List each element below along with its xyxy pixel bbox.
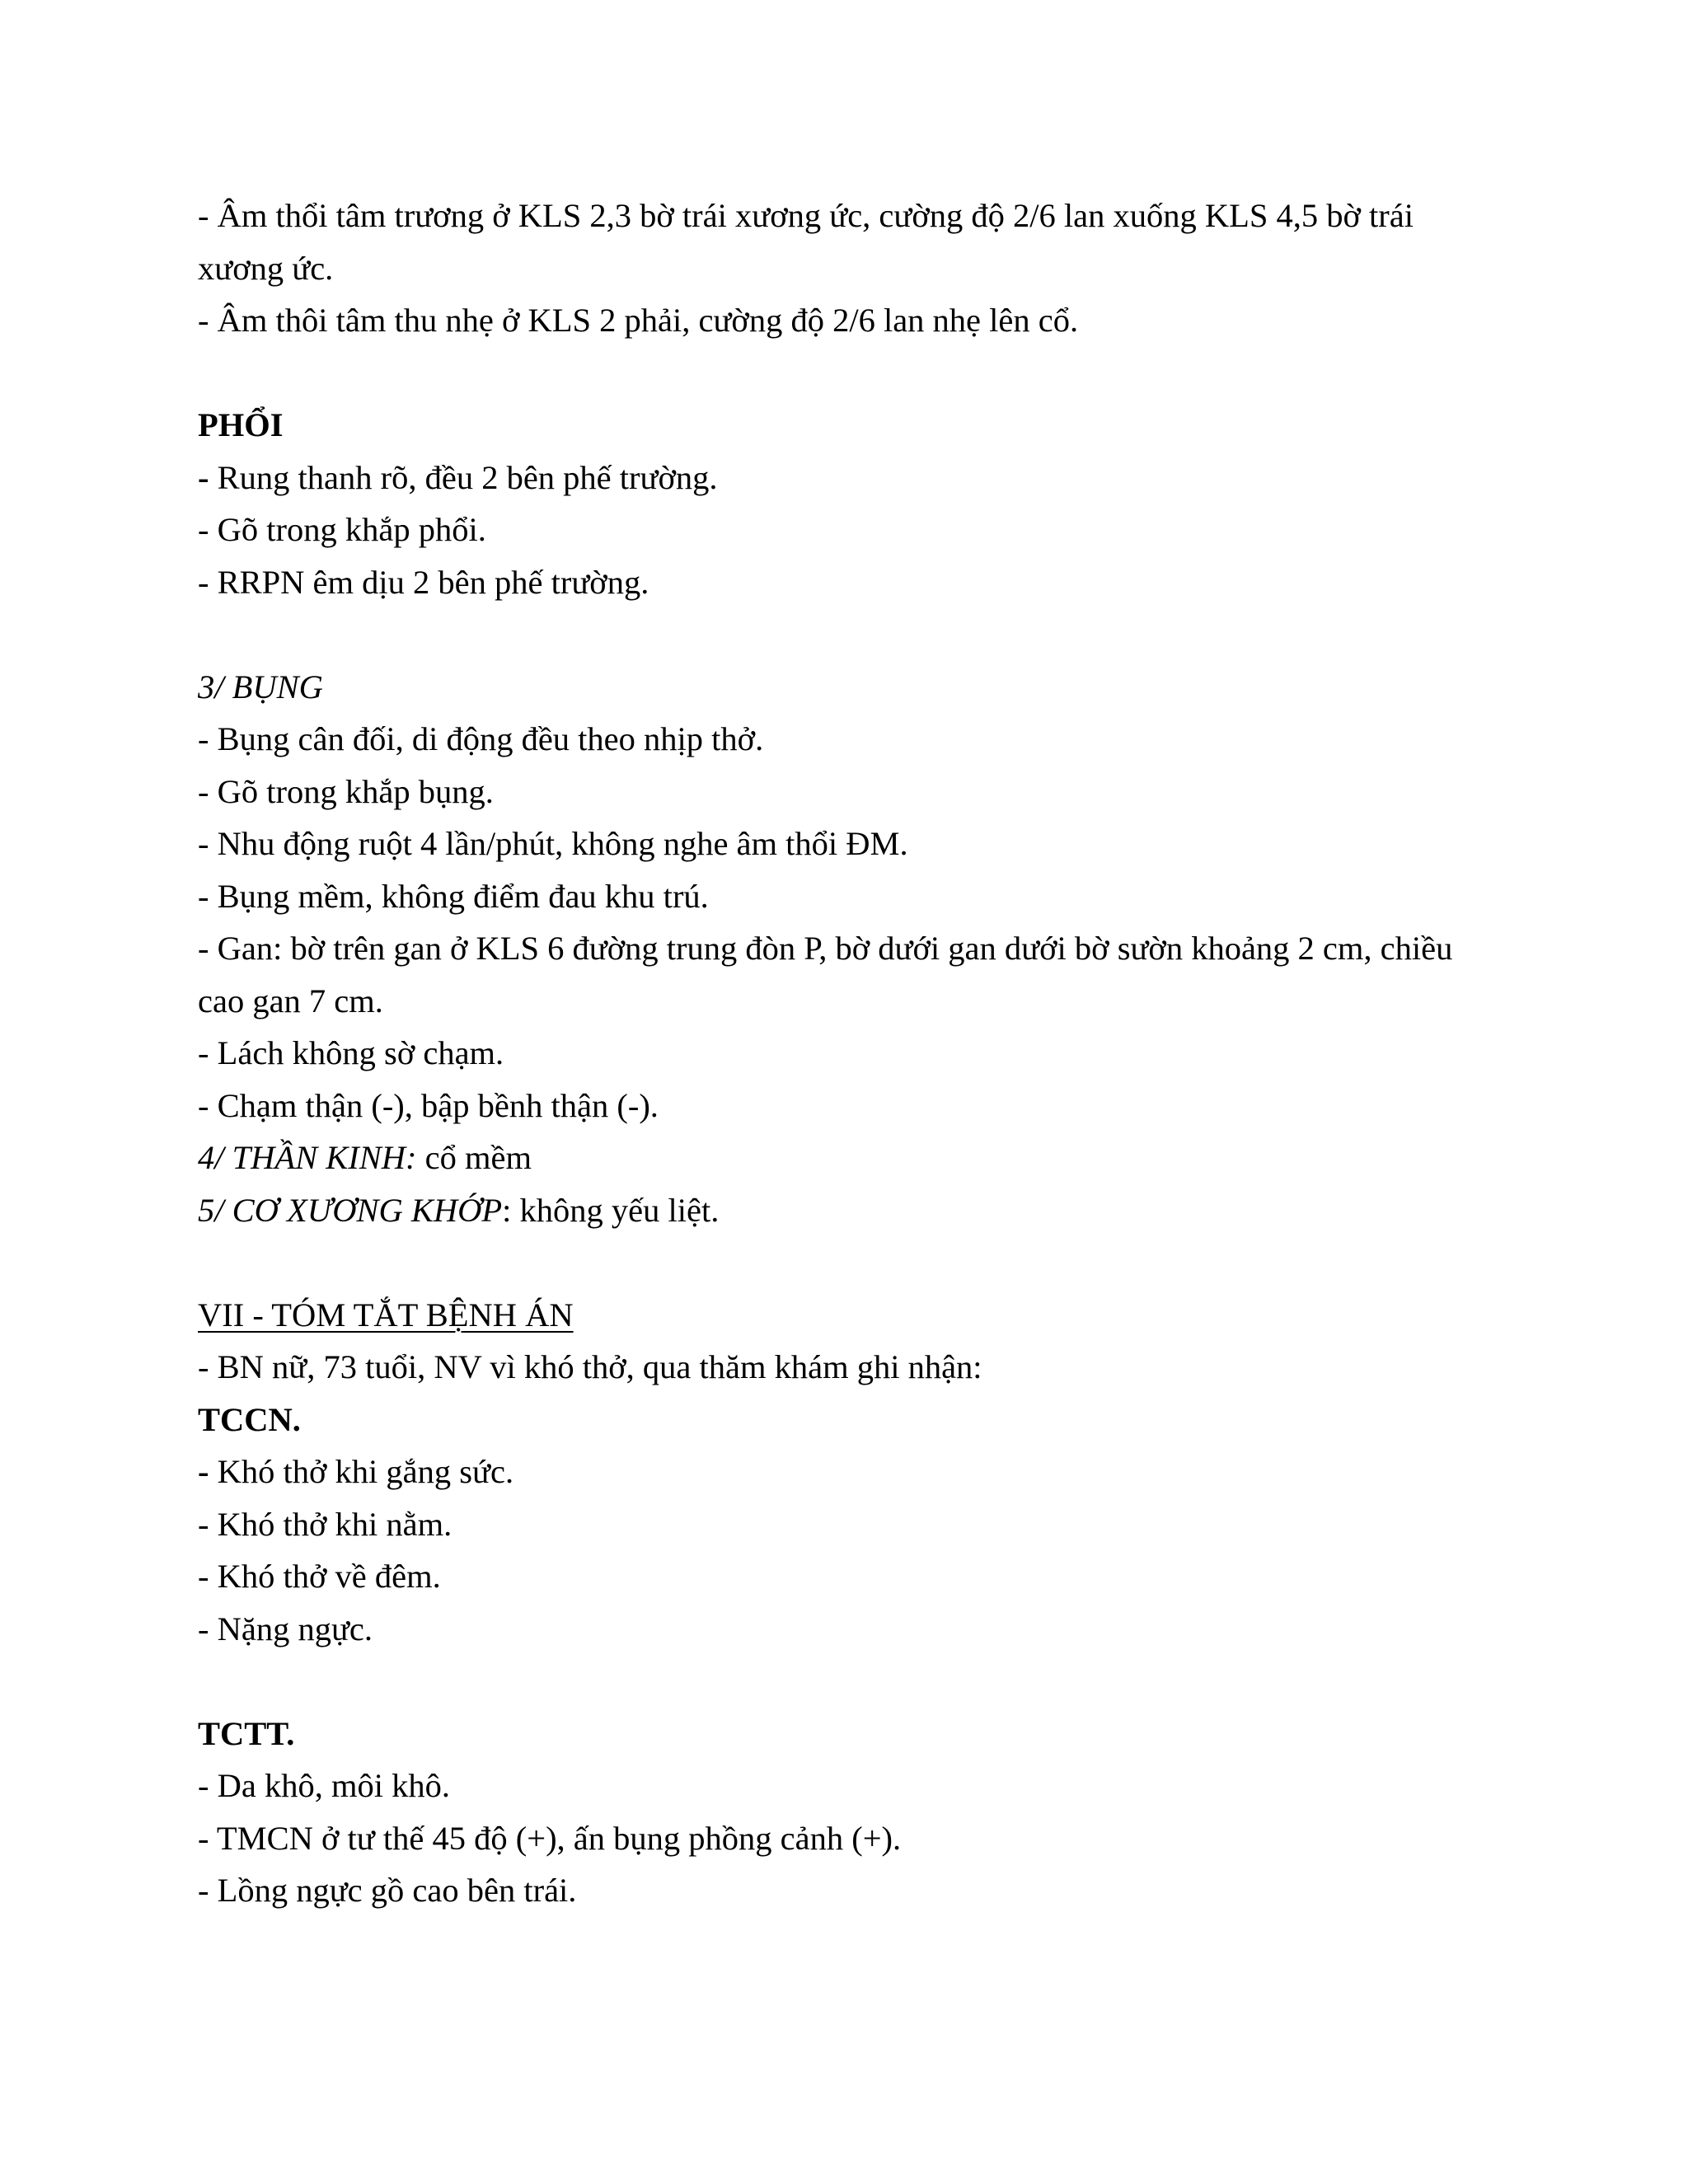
- tctt-item: - Lồng ngực gồ cao bên trái.: [198, 1872, 577, 1909]
- msk-line: [198, 1184, 1484, 1237]
- summary-intro: - BN nữ, 73 tuổi, NV vì khó thở, qua thăm khám ghi nhận:: [198, 1348, 982, 1385]
- neuro-value: cổ mềm: [416, 1139, 532, 1176]
- tccn-item: - Khó thở khi nằm.: [198, 1505, 452, 1543]
- neuro-label: 4/ THẦN KINH:: [198, 1139, 417, 1176]
- summary-heading: VII - TÓM TẮT BỆNH ÁN: [198, 1296, 574, 1333]
- abdomen-heading: 3/ BỤNG: [198, 668, 323, 705]
- abdomen-item: - Nhu động ruột 4 lần/phút, không nghe âm thổi ĐM.: [198, 825, 908, 862]
- document-page: [198, 190, 1484, 1917]
- tctt-item: - Da khô, môi khô.: [198, 1767, 450, 1804]
- tctt-item: - TMCN ở tư thế 45 độ (+), ấn bụng phồng cảnh (+).: [198, 1819, 902, 1857]
- lung-heading: PHỔI: [198, 406, 284, 443]
- abdomen-item: - Bụng mềm, không điểm đau khu trú.: [198, 877, 709, 915]
- heart-murmur-systolic: - Âm thôi tâm thu nhẹ ở KLS 2 phải, cường độ 2/6 lan nhẹ lên cổ.: [198, 302, 1079, 339]
- lung-item-text: Rung thanh rõ, đều 2 bên phế trường.: [217, 458, 718, 496]
- lung-item: - RRPN êm dịu 2 bên phế trường.: [198, 563, 649, 601]
- msk-value: : không yếu liệt.: [502, 1191, 720, 1229]
- lung-item: - Gõ trong khắp phổi.: [198, 511, 486, 548]
- tccn-heading: TCCN.: [198, 1400, 301, 1438]
- tccn-item: - Khó thở về đêm.: [198, 1558, 441, 1595]
- abdomen-item-liver: - Gan: bờ trên gan ở KLS 6 đường trung đòn P, bờ dưới gan dưới bờ sườn khoảng 2 cm, chiều cao gan 7 cm.: [198, 930, 1453, 1019]
- lung-item-dash: -: [198, 458, 218, 496]
- tccn-item-dash: -: [198, 1453, 218, 1490]
- abdomen-item: - Chạm thận (-), bập bềnh thận (-).: [198, 1086, 659, 1124]
- heart-murmur-diastolic: - Âm thổi tâm trương ở KLS 2,3 bờ trái xương ức, cường độ 2/6 lan xuống KLS 4,5 bờ trái xương ức.: [198, 197, 1414, 287]
- tccn-item-text: Khó thở khi gắng sức.: [217, 1453, 514, 1490]
- neuro-line: [198, 1132, 1484, 1184]
- abdomen-item: - Gõ trong khắp bụng.: [198, 772, 494, 810]
- tccn-item: - Nặng ngực.: [198, 1610, 373, 1647]
- msk-label: 5/ CƠ XƯƠNG KHỚP: [198, 1191, 503, 1229]
- abdomen-item: - Bụng cân đối, di động đều theo nhịp thở.: [198, 720, 764, 757]
- tccn-item: [198, 1446, 1484, 1498]
- tctt-heading: TCTT.: [198, 1714, 295, 1752]
- lung-item: [198, 452, 1484, 504]
- abdomen-item: - Lách không sờ chạm.: [198, 1034, 504, 1071]
